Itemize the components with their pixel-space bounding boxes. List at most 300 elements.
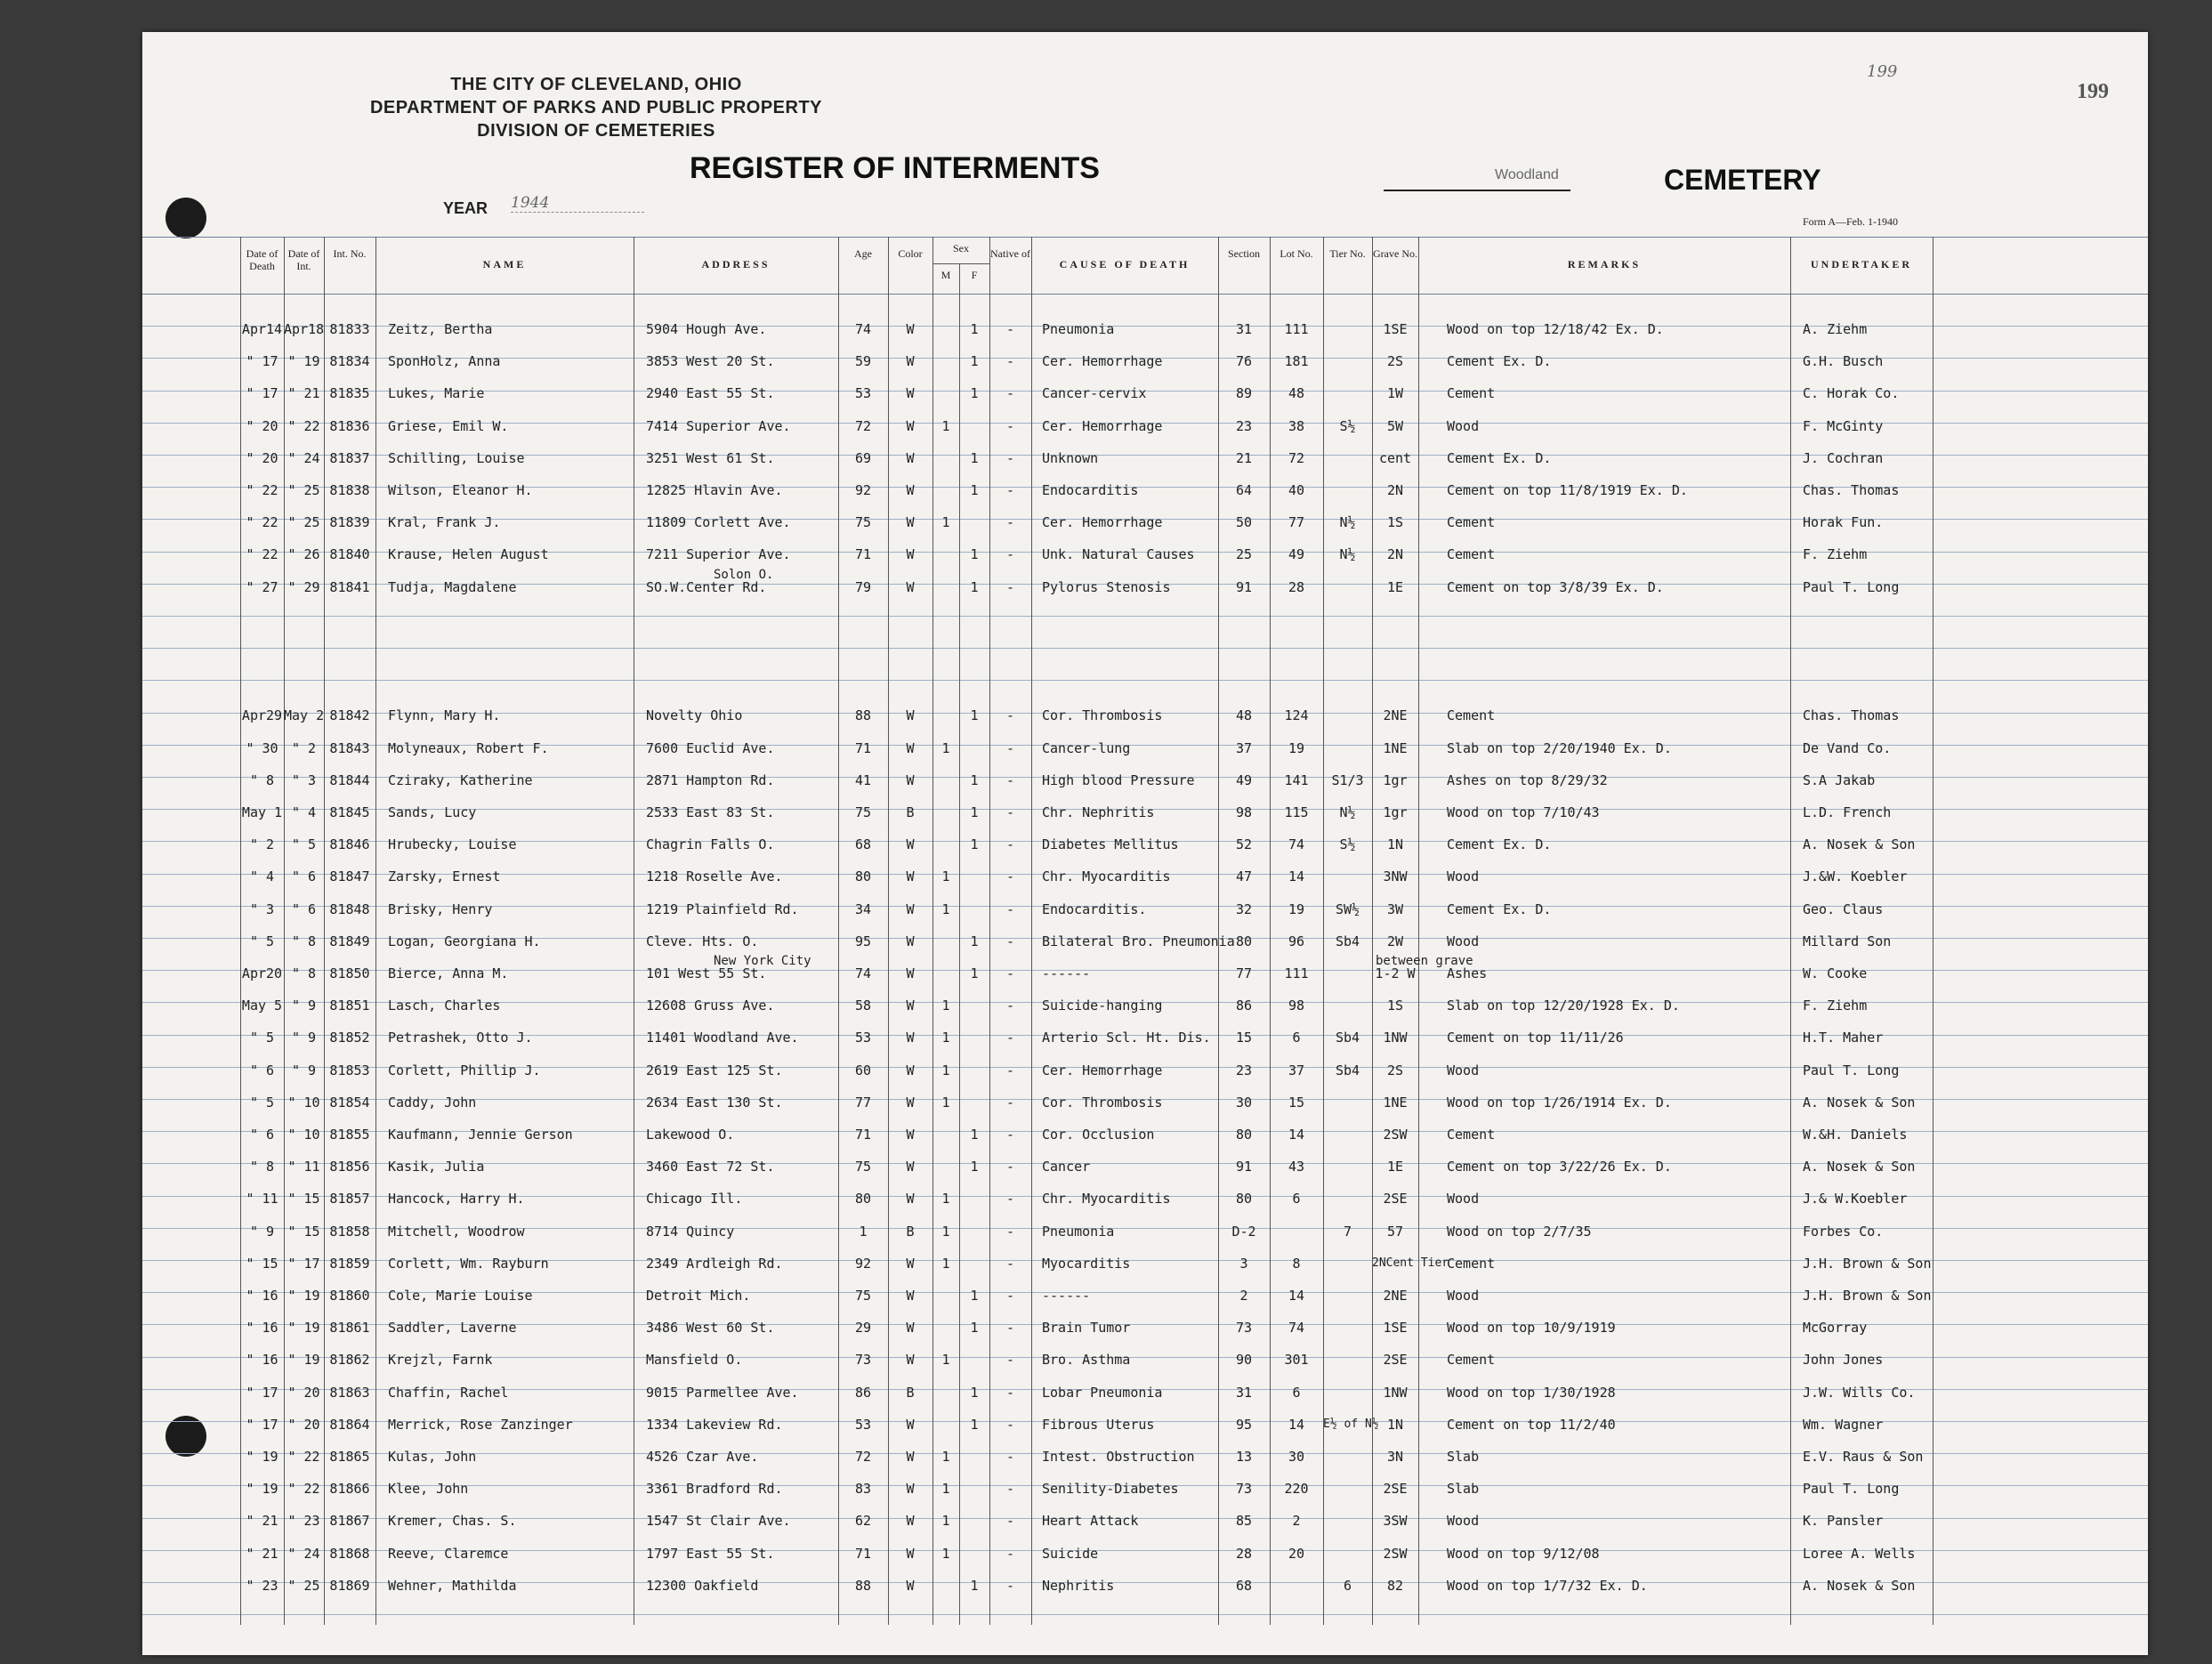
cell-dod: " 21 <box>246 1546 279 1562</box>
cell-remarks: Slab on top 12/20/1928 Ex. D. <box>1447 998 1680 1014</box>
cell-lot: 124 <box>1284 707 1309 723</box>
cell-name: Caddy, John <box>388 1095 477 1111</box>
cell-address: 8714 Quincy <box>646 1224 735 1240</box>
cell-color: W <box>906 1320 915 1336</box>
cell-remarks: Cement on top 11/11/26 <box>1447 1030 1624 1046</box>
cell-grave: 2N <box>1386 546 1404 562</box>
cell-age: 79 <box>854 579 872 595</box>
cell-remarks: Wood <box>1447 1513 1480 1529</box>
cell-undertaker: F. Ziehm <box>1803 546 1868 562</box>
cell-remarks: Wood <box>1447 1288 1480 1304</box>
year-value: 1944 <box>511 194 644 213</box>
cell-doi: " 25 <box>287 514 320 530</box>
table-row <box>142 481 2148 508</box>
cell-int: 81852 <box>329 1030 370 1046</box>
cell-int: 81859 <box>329 1256 370 1272</box>
table-row <box>142 352 2148 379</box>
cell-lot: 14 <box>1288 1417 1305 1433</box>
cell-int: 81835 <box>329 385 370 401</box>
cell-cause: Suicide-hanging <box>1042 998 1163 1014</box>
cell-lot: 115 <box>1284 804 1309 820</box>
table-row <box>142 513 2148 540</box>
cell-f: 1 <box>970 804 979 820</box>
cell-int: 81860 <box>329 1288 370 1304</box>
cell-address: 1797 East 55 St. <box>646 1546 775 1562</box>
cell-undertaker: W. Cooke <box>1803 965 1868 981</box>
cell-native: - <box>1005 514 1015 530</box>
cell-dod: " 27 <box>246 579 279 595</box>
handwritten-page-number: 199 <box>1867 62 1898 81</box>
cell-grave: 2SE <box>1383 1352 1408 1368</box>
cell-grave: 1NE <box>1383 1095 1408 1111</box>
cell-doi: " 3 <box>291 772 317 788</box>
cell-native: - <box>1005 579 1015 595</box>
column-header-age: Age <box>854 247 872 260</box>
table-row <box>142 449 2148 476</box>
cell-color: W <box>906 1062 915 1078</box>
year-label: YEAR <box>443 199 488 217</box>
cell-address: 3361 Bradford Rd. <box>646 1481 783 1497</box>
cell-age: 88 <box>854 1578 872 1594</box>
cell-remarks: Wood on top 7/10/43 <box>1447 804 1600 820</box>
cell-age: 74 <box>854 965 872 981</box>
cell-dod: " 4 <box>249 868 275 885</box>
cell-tier: S½ <box>1339 836 1356 852</box>
cell-native: - <box>1005 1127 1015 1143</box>
cell-native: - <box>1005 965 1015 981</box>
table-row <box>142 1029 2148 1055</box>
cell-section: 85 <box>1235 1513 1253 1529</box>
cell-cause: Chr. Myocarditis <box>1042 1191 1171 1207</box>
cell-lot: 38 <box>1288 418 1305 434</box>
cell-doi: " 6 <box>291 868 317 885</box>
cell-dod: " 17 <box>246 385 279 401</box>
cell-color: B <box>906 804 915 820</box>
cell-cause: Cer. Hemorrhage <box>1042 1062 1163 1078</box>
cell-doi: " 19 <box>287 1320 320 1336</box>
cell-doi: Apr18 <box>284 321 325 337</box>
cell-grave: 1SE <box>1383 321 1408 337</box>
table-row <box>142 1094 2148 1120</box>
cell-address: Mansfield O. <box>646 1352 743 1368</box>
cell-name: Bierce, Anna M. <box>388 965 509 981</box>
cell-name: Schilling, Louise <box>388 450 525 466</box>
cell-age: 83 <box>854 1481 872 1497</box>
cell-address: 5904 Hough Ave. <box>646 321 767 337</box>
cell-remarks: Wood on top 1/30/1928 <box>1447 1385 1616 1401</box>
cell-doi: " 11 <box>287 1159 320 1175</box>
grave-note: between grave <box>1376 954 1473 968</box>
cell-age: 75 <box>854 1159 872 1175</box>
cell-address: Cleve. Hts. O. <box>646 933 759 949</box>
cell-dod: Apr20 <box>241 965 283 981</box>
cell-tier: SW½ <box>1335 901 1360 917</box>
cell-color: W <box>906 1449 915 1465</box>
cell-native: - <box>1005 321 1015 337</box>
cell-cause: Pylorus Stenosis <box>1042 579 1171 595</box>
cell-grave: 82 <box>1386 1578 1404 1594</box>
cell-section: 91 <box>1235 579 1253 595</box>
cell-name: Lasch, Charles <box>388 998 501 1014</box>
cell-name: Brisky, Henry <box>388 901 493 917</box>
cell-name: SponHolz, Anna <box>388 353 501 369</box>
cell-address: 4526 Czar Ave. <box>646 1449 759 1465</box>
cell-remarks: Wood on top 12/18/42 Ex. D. <box>1447 321 1664 337</box>
cell-age: 72 <box>854 1449 872 1465</box>
cell-age: 29 <box>854 1320 872 1336</box>
cell-lot: 49 <box>1288 546 1305 562</box>
cell-grave: 2NCent Tier <box>1372 1256 1449 1270</box>
cell-native: - <box>1005 450 1015 466</box>
cell-age: 80 <box>854 868 872 885</box>
table-row <box>142 1158 2148 1184</box>
cell-name: Wilson, Eleanor H. <box>388 482 533 498</box>
cell-age: 68 <box>854 836 872 852</box>
cell-f: 1 <box>970 707 979 723</box>
cell-dod: " 11 <box>246 1191 279 1207</box>
cell-color: W <box>906 1578 915 1594</box>
cell-int: 81855 <box>329 1127 370 1143</box>
cell-grave: 2S <box>1386 353 1404 369</box>
cell-grave: 1gr <box>1383 772 1408 788</box>
cell-native: - <box>1005 1224 1015 1240</box>
cell-address: Novelty Ohio <box>646 707 743 723</box>
cell-grave: 1E <box>1386 1159 1404 1175</box>
cell-undertaker: E.V. Raus & Son <box>1803 1449 1924 1465</box>
cell-undertaker: Loree A. Wells <box>1803 1546 1916 1562</box>
cell-color: W <box>906 707 915 723</box>
cell-undertaker: A. Nosek & Son <box>1803 1578 1916 1594</box>
cell-age: 75 <box>854 514 872 530</box>
cell-doi: " 15 <box>287 1224 320 1240</box>
table-row <box>142 320 2148 347</box>
cell-undertaker: Paul T. Long <box>1803 1062 1900 1078</box>
cell-color: W <box>906 1546 915 1562</box>
cell-native: - <box>1005 740 1015 756</box>
cell-f: 1 <box>970 385 979 401</box>
cell-doi: " 19 <box>287 353 320 369</box>
cell-lot: 220 <box>1284 1481 1309 1497</box>
table-row <box>142 568 2148 605</box>
cell-cause: Cancer-cervix <box>1042 385 1147 401</box>
cell-address: 7600 Euclid Ave. <box>646 740 775 756</box>
cell-name: Zeitz, Bertha <box>388 321 493 337</box>
cell-grave: 1-2 W <box>1375 965 1416 981</box>
cell-doi: " 10 <box>287 1095 320 1111</box>
cell-native: - <box>1005 804 1015 820</box>
cell-int: 81862 <box>329 1352 370 1368</box>
cell-doi: " 8 <box>291 965 317 981</box>
cell-address: 7211 Superior Ave. <box>646 546 791 562</box>
table-row <box>142 954 2148 991</box>
cell-section: 49 <box>1235 772 1253 788</box>
cell-native: - <box>1005 1191 1015 1207</box>
cell-age: 88 <box>854 707 872 723</box>
cell-cause: Fibrous Uterus <box>1042 1417 1155 1433</box>
cell-address: 1547 St Clair Ave. <box>646 1513 791 1529</box>
cell-doi: " 20 <box>287 1385 320 1401</box>
column-header-dod: Date of Death <box>246 247 279 272</box>
cell-color: W <box>906 321 915 337</box>
cell-doi: " 23 <box>287 1513 320 1529</box>
cell-cause: Heart Attack <box>1042 1513 1139 1529</box>
cell-section: 89 <box>1235 385 1253 401</box>
cell-cause: Nephritis <box>1042 1578 1115 1594</box>
cell-native: - <box>1005 482 1015 498</box>
table-row <box>142 707 2148 733</box>
cell-color: B <box>906 1224 915 1240</box>
cell-age: 73 <box>854 1352 872 1368</box>
cell-color: W <box>906 1513 915 1529</box>
cell-color: W <box>906 353 915 369</box>
cell-m: 1 <box>941 1256 950 1272</box>
cell-cause: Chr. Nephritis <box>1042 804 1155 820</box>
cell-undertaker: K. Pansler <box>1803 1513 1884 1529</box>
cemetery-label: CEMETERY <box>1664 164 1821 196</box>
cell-remarks: Slab <box>1447 1449 1480 1465</box>
cell-color: W <box>906 482 915 498</box>
cell-cause: Senility-Diabetes <box>1042 1481 1179 1497</box>
cell-lot: 15 <box>1288 1095 1305 1111</box>
cell-doi: " 5 <box>291 836 317 852</box>
cell-address: 2533 East 83 St. <box>646 804 775 820</box>
table-row <box>142 1126 2148 1152</box>
cell-int: 81854 <box>329 1095 370 1111</box>
cell-grave: 2NE <box>1383 1288 1408 1304</box>
cell-lot: 14 <box>1288 1127 1305 1143</box>
cell-section: 30 <box>1235 1095 1253 1111</box>
cell-tier: 6 <box>1343 1578 1352 1594</box>
cell-grave: 1SE <box>1383 1320 1408 1336</box>
cell-age: 86 <box>854 1385 872 1401</box>
cell-tier: S½ <box>1339 418 1356 434</box>
table-row <box>142 1480 2148 1506</box>
column-header-undertaker: UNDERTAKER <box>1810 258 1913 271</box>
cell-cause: Cor. Thrombosis <box>1042 707 1163 723</box>
cell-f: 1 <box>970 965 979 981</box>
cell-color: W <box>906 1256 915 1272</box>
table-row <box>142 1287 2148 1313</box>
cell-tier: Sb4 <box>1335 1030 1360 1046</box>
cell-dod: " 23 <box>246 1578 279 1594</box>
cell-undertaker: McGorray <box>1803 1320 1868 1336</box>
column-header-doi: Date of Int. <box>287 247 320 272</box>
table-row <box>142 1190 2148 1216</box>
cell-section: 31 <box>1235 1385 1253 1401</box>
ruled-line <box>142 237 2148 238</box>
cell-native: - <box>1005 385 1015 401</box>
cell-color: W <box>906 868 915 885</box>
table-row <box>142 804 2148 830</box>
cell-m: 1 <box>941 1062 950 1078</box>
table-row <box>142 739 2148 766</box>
cell-int: 81867 <box>329 1513 370 1529</box>
cell-doi: " 9 <box>291 1030 317 1046</box>
cell-undertaker: F. McGinty <box>1803 418 1884 434</box>
column-header-section: Section <box>1228 247 1260 260</box>
cell-undertaker: John Jones <box>1803 1352 1884 1368</box>
cell-undertaker: L.D. French <box>1803 804 1892 820</box>
column-header-native: Native of <box>990 247 1030 260</box>
cell-cause: High blood Pressure <box>1042 772 1195 788</box>
cell-color: W <box>906 998 915 1014</box>
cell-section: 73 <box>1235 1320 1253 1336</box>
table-row <box>142 1577 2148 1603</box>
cell-int: 81857 <box>329 1191 370 1207</box>
cell-f: 1 <box>970 321 979 337</box>
cell-name: Sands, Lucy <box>388 804 477 820</box>
cell-lot: 8 <box>1292 1256 1301 1272</box>
cell-address: 1334 Lakeview Rd. <box>646 1417 783 1433</box>
division-title: DIVISION OF CEMETERIES <box>477 121 715 141</box>
cell-cause: Cancer <box>1042 1159 1091 1175</box>
cell-name: Lukes, Marie <box>388 385 485 401</box>
cell-remarks: Cement Ex. D. <box>1447 450 1552 466</box>
cell-dod: " 17 <box>246 1385 279 1401</box>
cell-section: 3 <box>1239 1256 1248 1272</box>
cell-doi: " 10 <box>287 1127 320 1143</box>
cell-native: - <box>1005 772 1015 788</box>
cell-m: 1 <box>941 1546 950 1562</box>
cell-name: Tudja, Magdalene <box>388 579 517 595</box>
cell-native: - <box>1005 1256 1015 1272</box>
column-header-f: F <box>971 269 978 281</box>
cell-native: - <box>1005 901 1015 917</box>
cell-cause: Cer. Hemorrhage <box>1042 514 1163 530</box>
cell-remarks: Cement <box>1447 1352 1496 1368</box>
cell-f: 1 <box>970 1127 979 1143</box>
cell-grave: 2SE <box>1383 1191 1408 1207</box>
cell-native: - <box>1005 1513 1015 1529</box>
cell-lot: 111 <box>1284 321 1309 337</box>
cell-dod: " 20 <box>246 450 279 466</box>
cell-f: 1 <box>970 836 979 852</box>
ruled-line <box>142 294 2148 295</box>
cell-address: 2940 East 55 St. <box>646 385 775 401</box>
cell-address: 3853 West 20 St. <box>646 353 775 369</box>
cell-doi: " 4 <box>291 804 317 820</box>
cell-lot: 19 <box>1288 740 1305 756</box>
cell-dod: Apr14 <box>241 321 283 337</box>
cell-lot: 111 <box>1284 965 1309 981</box>
cell-address: 9015 Parmellee Ave. <box>646 1385 799 1401</box>
cell-name: Krause, Helen August <box>388 546 549 562</box>
cell-cause: Pneumonia <box>1042 1224 1115 1240</box>
cell-undertaker: C. Horak Co. <box>1803 385 1900 401</box>
cell-remarks: Wood on top 2/7/35 <box>1447 1224 1592 1240</box>
cell-f: 1 <box>970 1320 979 1336</box>
cell-int: 81847 <box>329 868 370 885</box>
cell-section: 15 <box>1235 1030 1253 1046</box>
table-row <box>142 1351 2148 1377</box>
cell-grave: 1NE <box>1383 740 1408 756</box>
cell-address: 2871 Hampton Rd. <box>646 772 775 788</box>
cell-section: 32 <box>1235 901 1253 917</box>
cell-age: 60 <box>854 1062 872 1078</box>
cell-remarks: Wood on top 1/26/1914 Ex. D. <box>1447 1095 1672 1111</box>
cell-grave: 3W <box>1386 901 1404 917</box>
cell-address: 101 West 55 St. <box>646 965 767 981</box>
cell-doi: " 9 <box>291 998 317 1014</box>
blank-row <box>142 674 2148 701</box>
cell-remarks: Cement <box>1447 546 1496 562</box>
cell-remarks: Wood <box>1447 868 1480 885</box>
cell-dod: " 22 <box>246 514 279 530</box>
cell-age: 58 <box>854 998 872 1014</box>
cell-tier: 7 <box>1343 1224 1352 1240</box>
cell-doi: " 22 <box>287 418 320 434</box>
cell-undertaker: J.& W.Koebler <box>1803 1191 1908 1207</box>
cell-dod: Apr29 <box>241 707 283 723</box>
cell-native: - <box>1005 1449 1015 1465</box>
cell-int: 81838 <box>329 482 370 498</box>
cell-lot: 20 <box>1288 1546 1305 1562</box>
cell-dod: " 16 <box>246 1320 279 1336</box>
cell-undertaker: J. Cochran <box>1803 450 1884 466</box>
cell-cause: Unk. Natural Causes <box>1042 546 1195 562</box>
cell-section: 2 <box>1239 1288 1248 1304</box>
cell-int: 81842 <box>329 707 370 723</box>
column-header-m: M <box>941 269 951 281</box>
cell-color: W <box>906 1095 915 1111</box>
cell-native: - <box>1005 1159 1015 1175</box>
cell-undertaker: Horak Fun. <box>1803 514 1884 530</box>
cell-doi: " 8 <box>291 933 317 949</box>
cell-section: 76 <box>1235 353 1253 369</box>
cell-undertaker: Geo. Claus <box>1803 901 1884 917</box>
cell-color: W <box>906 836 915 852</box>
cell-m: 1 <box>941 998 950 1014</box>
cell-color: W <box>906 933 915 949</box>
punch-hole-top <box>165 198 206 238</box>
cell-native: - <box>1005 998 1015 1014</box>
cell-undertaker: Wm. Wagner <box>1803 1417 1884 1433</box>
cell-dod: " 21 <box>246 1513 279 1529</box>
cell-remarks: Cement <box>1447 707 1496 723</box>
cell-dod: " 3 <box>249 901 275 917</box>
cell-cause: ------ <box>1042 1288 1091 1304</box>
cell-color: W <box>906 965 915 981</box>
cell-int: 81856 <box>329 1159 370 1175</box>
cell-int: 81841 <box>329 579 370 595</box>
cell-remarks: Cement Ex. D. <box>1447 353 1552 369</box>
cell-age: 69 <box>854 450 872 466</box>
cell-undertaker: A. Nosek & Son <box>1803 836 1916 852</box>
cell-dod: " 15 <box>246 1256 279 1272</box>
cell-name: Merrick, Rose Zanzinger <box>388 1417 573 1433</box>
cell-undertaker: A. Ziehm <box>1803 321 1868 337</box>
cell-color: W <box>906 1288 915 1304</box>
cell-cause: Unknown <box>1042 450 1099 466</box>
cell-cause: Endocarditis. <box>1042 901 1147 917</box>
cell-f: 1 <box>970 1578 979 1594</box>
cell-grave: 2SE <box>1383 1481 1408 1497</box>
cell-name: Cole, Marie Louise <box>388 1288 533 1304</box>
cell-section: 91 <box>1235 1159 1253 1175</box>
cell-remarks: Cement Ex. D. <box>1447 901 1552 917</box>
cell-name: Zarsky, Ernest <box>388 868 501 885</box>
cell-lot: 14 <box>1288 1288 1305 1304</box>
cell-tier: N½ <box>1339 804 1356 820</box>
cell-dod: " 5 <box>249 1030 275 1046</box>
cell-age: 71 <box>854 1127 872 1143</box>
cell-address: 12608 Gruss Ave. <box>646 998 775 1014</box>
table-row <box>142 1448 2148 1474</box>
cell-native: - <box>1005 1352 1015 1368</box>
cell-int: 81850 <box>329 965 370 981</box>
cell-name: Hancock, Harry H. <box>388 1191 525 1207</box>
cell-int: 81837 <box>329 450 370 466</box>
